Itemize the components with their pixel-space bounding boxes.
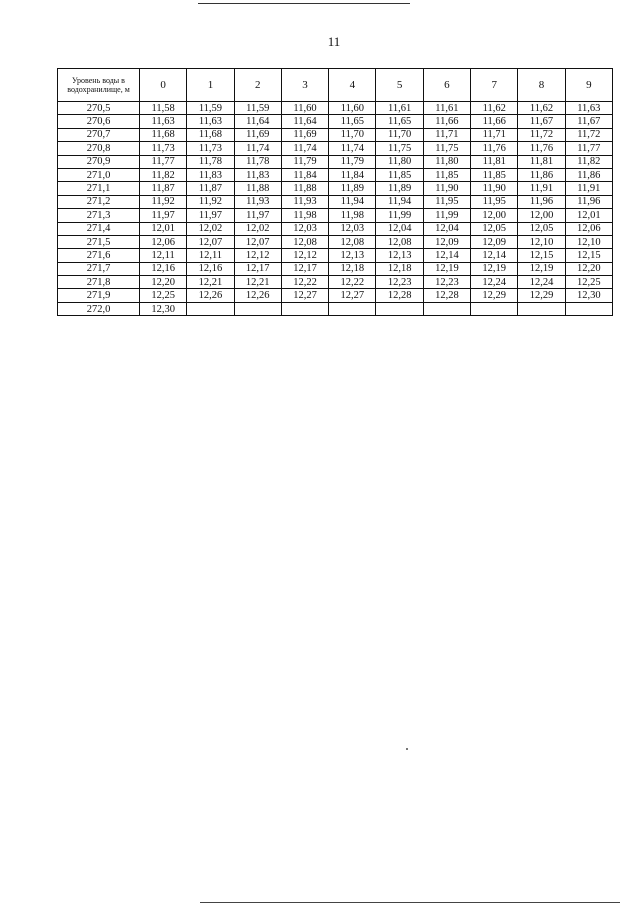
value-cell: 11,61 bbox=[376, 102, 423, 115]
value-cell: 11,89 bbox=[329, 182, 376, 195]
digit-column-header: 2 bbox=[234, 69, 281, 102]
value-cell bbox=[376, 302, 423, 315]
value-cell: 12,20 bbox=[140, 276, 187, 289]
value-cell: 12,21 bbox=[234, 276, 281, 289]
table-row bbox=[58, 222, 613, 235]
value-cell: 11,84 bbox=[329, 168, 376, 181]
value-cell bbox=[423, 302, 470, 315]
value-cell: 12,19 bbox=[423, 262, 470, 275]
value-cell: 11,91 bbox=[565, 182, 612, 195]
value-cell: 12,10 bbox=[518, 235, 565, 248]
value-cell: 12,01 bbox=[565, 209, 612, 222]
value-cell: 11,80 bbox=[376, 155, 423, 168]
value-cell: 11,81 bbox=[471, 155, 518, 168]
level-cell: 271,1 bbox=[58, 182, 140, 195]
value-cell bbox=[471, 302, 518, 315]
value-cell: 12,29 bbox=[518, 289, 565, 302]
value-cell: 12,13 bbox=[329, 249, 376, 262]
level-column-header: Уровень воды в водохранилище, м bbox=[58, 69, 140, 102]
value-cell: 11,94 bbox=[329, 195, 376, 208]
value-cell: 11,77 bbox=[140, 155, 187, 168]
value-cell: 11,69 bbox=[281, 128, 328, 141]
value-cell: 11,61 bbox=[423, 102, 470, 115]
level-cell: 270,7 bbox=[58, 128, 140, 141]
level-cell: 271,5 bbox=[58, 235, 140, 248]
value-cell: 12,14 bbox=[423, 249, 470, 262]
value-cell: 12,11 bbox=[140, 249, 187, 262]
value-cell: 11,60 bbox=[281, 102, 328, 115]
value-cell: 11,96 bbox=[565, 195, 612, 208]
value-cell: 11,71 bbox=[423, 128, 470, 141]
value-cell: 12,25 bbox=[140, 289, 187, 302]
table-row bbox=[58, 249, 613, 262]
value-cell: 12,02 bbox=[187, 222, 234, 235]
value-cell: 12,08 bbox=[376, 235, 423, 248]
value-cell: 11,73 bbox=[140, 142, 187, 155]
value-cell bbox=[281, 302, 328, 315]
top-scan-rule bbox=[198, 3, 410, 4]
value-cell: 12,04 bbox=[423, 222, 470, 235]
value-cell: 12,11 bbox=[187, 249, 234, 262]
value-cell: 11,59 bbox=[234, 102, 281, 115]
value-cell: 12,03 bbox=[281, 222, 328, 235]
value-cell: 11,76 bbox=[471, 142, 518, 155]
value-cell: 11,64 bbox=[234, 115, 281, 128]
value-cell bbox=[565, 302, 612, 315]
value-cell: 11,87 bbox=[187, 182, 234, 195]
value-cell: 11,83 bbox=[187, 168, 234, 181]
value-cell: 11,85 bbox=[423, 168, 470, 181]
value-cell: 12,07 bbox=[187, 235, 234, 248]
value-cell: 12,06 bbox=[140, 235, 187, 248]
value-cell: 11,83 bbox=[234, 168, 281, 181]
value-cell: 11,73 bbox=[187, 142, 234, 155]
value-cell: 11,71 bbox=[471, 128, 518, 141]
value-cell: 12,15 bbox=[565, 249, 612, 262]
value-cell: 11,64 bbox=[281, 115, 328, 128]
value-cell: 11,97 bbox=[187, 209, 234, 222]
value-cell: 11,62 bbox=[471, 102, 518, 115]
table-row bbox=[58, 128, 613, 141]
digit-column-header: 0 bbox=[140, 69, 187, 102]
value-cell: 11,65 bbox=[329, 115, 376, 128]
value-cell: 11,59 bbox=[187, 102, 234, 115]
value-cell: 11,87 bbox=[140, 182, 187, 195]
value-cell: 11,86 bbox=[565, 168, 612, 181]
value-cell: 12,21 bbox=[187, 276, 234, 289]
value-cell: 12,08 bbox=[329, 235, 376, 248]
level-cell: 270,8 bbox=[58, 142, 140, 155]
value-cell: 12,20 bbox=[565, 262, 612, 275]
level-cell: 271,7 bbox=[58, 262, 140, 275]
table-row bbox=[58, 102, 613, 115]
value-cell: 11,91 bbox=[518, 182, 565, 195]
value-cell: 11,85 bbox=[376, 168, 423, 181]
value-cell: 12,10 bbox=[565, 235, 612, 248]
digit-column-header: 8 bbox=[518, 69, 565, 102]
value-cell: 11,58 bbox=[140, 102, 187, 115]
digit-column-header: 3 bbox=[281, 69, 328, 102]
value-cell: 11,70 bbox=[376, 128, 423, 141]
value-cell: 11,79 bbox=[281, 155, 328, 168]
value-cell: 11,99 bbox=[423, 209, 470, 222]
value-cell: 11,60 bbox=[329, 102, 376, 115]
value-cell: 12,16 bbox=[140, 262, 187, 275]
value-cell: 11,74 bbox=[281, 142, 328, 155]
value-cell: 11,86 bbox=[518, 168, 565, 181]
value-cell: 12,09 bbox=[471, 235, 518, 248]
value-cell: 12,24 bbox=[471, 276, 518, 289]
value-cell: 12,04 bbox=[376, 222, 423, 235]
value-cell: 12,30 bbox=[140, 302, 187, 315]
table-header-row bbox=[58, 69, 613, 102]
value-cell: 12,18 bbox=[376, 262, 423, 275]
value-cell: 11,78 bbox=[187, 155, 234, 168]
level-cell: 271,6 bbox=[58, 249, 140, 262]
table-row bbox=[58, 155, 613, 168]
digit-column-header: 7 bbox=[471, 69, 518, 102]
level-cell: 270,6 bbox=[58, 115, 140, 128]
value-cell: 12,23 bbox=[423, 276, 470, 289]
value-cell bbox=[518, 302, 565, 315]
value-cell: 11,74 bbox=[329, 142, 376, 155]
value-cell: 12,18 bbox=[329, 262, 376, 275]
table-body bbox=[58, 102, 613, 316]
value-cell: 11,85 bbox=[471, 168, 518, 181]
value-cell: 12,30 bbox=[565, 289, 612, 302]
table-row bbox=[58, 182, 613, 195]
table-row bbox=[58, 168, 613, 181]
value-cell: 12,12 bbox=[234, 249, 281, 262]
value-cell: 12,17 bbox=[281, 262, 328, 275]
digit-column-header: 4 bbox=[329, 69, 376, 102]
value-cell: 11,75 bbox=[376, 142, 423, 155]
value-cell: 12,13 bbox=[376, 249, 423, 262]
value-cell: 11,75 bbox=[423, 142, 470, 155]
value-cell: 12,19 bbox=[471, 262, 518, 275]
value-cell: 11,82 bbox=[140, 168, 187, 181]
value-cell: 12,00 bbox=[471, 209, 518, 222]
value-cell: 12,16 bbox=[187, 262, 234, 275]
value-cell: 11,95 bbox=[423, 195, 470, 208]
value-cell: 12,23 bbox=[376, 276, 423, 289]
scan-speck bbox=[406, 748, 408, 750]
value-cell: 11,81 bbox=[518, 155, 565, 168]
value-cell: 11,93 bbox=[281, 195, 328, 208]
value-cell: 11,63 bbox=[565, 102, 612, 115]
level-cell: 271,2 bbox=[58, 195, 140, 208]
value-cell: 11,70 bbox=[329, 128, 376, 141]
value-cell bbox=[234, 302, 281, 315]
value-cell: 12,29 bbox=[471, 289, 518, 302]
level-cell: 271,0 bbox=[58, 168, 140, 181]
value-cell: 12,07 bbox=[234, 235, 281, 248]
value-cell: 11,99 bbox=[376, 209, 423, 222]
digit-column-header: 9 bbox=[565, 69, 612, 102]
digit-column-header: 6 bbox=[423, 69, 470, 102]
table-row bbox=[58, 262, 613, 275]
value-cell: 11,88 bbox=[281, 182, 328, 195]
level-cell: 271,9 bbox=[58, 289, 140, 302]
value-cell bbox=[329, 302, 376, 315]
value-cell: 11,97 bbox=[140, 209, 187, 222]
level-cell: 271,4 bbox=[58, 222, 140, 235]
value-cell: 11,88 bbox=[234, 182, 281, 195]
value-cell: 12,27 bbox=[281, 289, 328, 302]
value-cell: 12,05 bbox=[471, 222, 518, 235]
level-cell: 270,9 bbox=[58, 155, 140, 168]
table-row bbox=[58, 276, 613, 289]
value-cell: 11,97 bbox=[234, 209, 281, 222]
value-cell: 11,92 bbox=[187, 195, 234, 208]
table-row bbox=[58, 115, 613, 128]
value-cell: 12,01 bbox=[140, 222, 187, 235]
value-cell: 11,62 bbox=[518, 102, 565, 115]
value-cell: 11,94 bbox=[376, 195, 423, 208]
value-cell: 11,72 bbox=[565, 128, 612, 141]
value-cell: 11,68 bbox=[187, 128, 234, 141]
table-row bbox=[58, 289, 613, 302]
value-cell: 11,80 bbox=[423, 155, 470, 168]
value-cell: 11,90 bbox=[423, 182, 470, 195]
value-cell: 11,72 bbox=[518, 128, 565, 141]
value-cell: 12,19 bbox=[518, 262, 565, 275]
value-cell: 11,63 bbox=[187, 115, 234, 128]
value-cell: 12,28 bbox=[423, 289, 470, 302]
value-cell: 11,98 bbox=[281, 209, 328, 222]
value-cell: 12,22 bbox=[281, 276, 328, 289]
table-row bbox=[58, 235, 613, 248]
digit-column-header: 1 bbox=[187, 69, 234, 102]
value-cell: 11,69 bbox=[234, 128, 281, 141]
bottom-scan-rule bbox=[200, 902, 620, 903]
value-cell: 11,79 bbox=[329, 155, 376, 168]
table-row bbox=[58, 195, 613, 208]
value-cell: 11,63 bbox=[140, 115, 187, 128]
value-cell: 11,66 bbox=[423, 115, 470, 128]
value-cell: 11,65 bbox=[376, 115, 423, 128]
value-cell: 12,02 bbox=[234, 222, 281, 235]
value-cell: 12,00 bbox=[518, 209, 565, 222]
value-cell: 11,67 bbox=[565, 115, 612, 128]
value-cell: 12,26 bbox=[234, 289, 281, 302]
value-cell: 12,28 bbox=[376, 289, 423, 302]
table-row bbox=[58, 209, 613, 222]
value-cell: 12,06 bbox=[565, 222, 612, 235]
page-number: 11 bbox=[327, 34, 341, 49]
value-cell: 12,24 bbox=[518, 276, 565, 289]
value-cell: 11,93 bbox=[234, 195, 281, 208]
value-cell: 12,12 bbox=[281, 249, 328, 262]
value-cell: 11,74 bbox=[234, 142, 281, 155]
value-cell: 12,09 bbox=[423, 235, 470, 248]
value-cell: 12,05 bbox=[518, 222, 565, 235]
level-cell: 271,3 bbox=[58, 209, 140, 222]
value-cell: 11,90 bbox=[471, 182, 518, 195]
value-cell: 11,82 bbox=[565, 155, 612, 168]
value-cell: 11,66 bbox=[471, 115, 518, 128]
value-cell: 12,17 bbox=[234, 262, 281, 275]
value-cell: 11,77 bbox=[565, 142, 612, 155]
value-cell: 11,76 bbox=[518, 142, 565, 155]
value-cell: 12,15 bbox=[518, 249, 565, 262]
value-cell: 12,08 bbox=[281, 235, 328, 248]
table-row bbox=[58, 302, 613, 315]
value-cell: 11,96 bbox=[518, 195, 565, 208]
value-cell: 11,68 bbox=[140, 128, 187, 141]
value-cell: 12,14 bbox=[471, 249, 518, 262]
value-cell: 11,67 bbox=[518, 115, 565, 128]
value-cell: 12,26 bbox=[187, 289, 234, 302]
value-cell: 11,78 bbox=[234, 155, 281, 168]
digit-column-header: 5 bbox=[376, 69, 423, 102]
value-cell: 11,84 bbox=[281, 168, 328, 181]
table-row bbox=[58, 142, 613, 155]
water-level-table bbox=[57, 68, 613, 316]
value-cell bbox=[187, 302, 234, 315]
level-cell: 272,0 bbox=[58, 302, 140, 315]
value-cell: 12,25 bbox=[565, 276, 612, 289]
level-cell: 270,5 bbox=[58, 102, 140, 115]
value-cell: 11,89 bbox=[376, 182, 423, 195]
value-cell: 11,92 bbox=[140, 195, 187, 208]
value-cell: 11,98 bbox=[329, 209, 376, 222]
value-cell: 12,03 bbox=[329, 222, 376, 235]
level-cell: 271,8 bbox=[58, 276, 140, 289]
value-cell: 12,22 bbox=[329, 276, 376, 289]
value-cell: 11,95 bbox=[471, 195, 518, 208]
value-cell: 12,27 bbox=[329, 289, 376, 302]
